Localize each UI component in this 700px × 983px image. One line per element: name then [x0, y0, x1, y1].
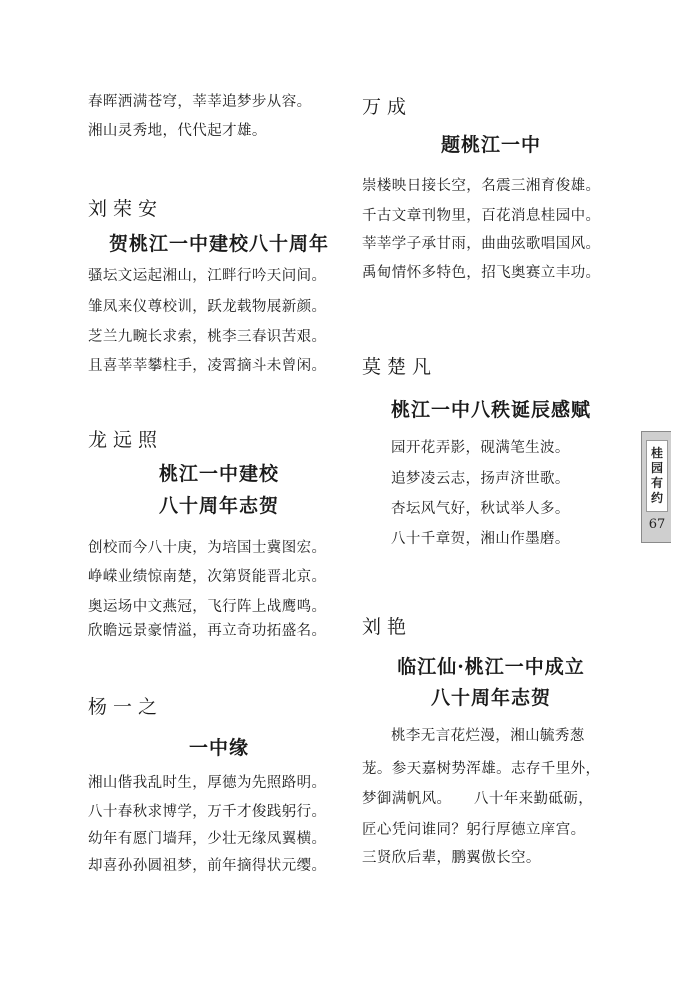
- poem-line: 骚坛文运起湘山，江畔行吟天问间。: [88, 268, 327, 284]
- poem-line: 桃李无言花烂漫，湘山毓秀葱: [391, 728, 585, 744]
- poem-line: 却喜孙孙圆祖梦，前年摘得状元缨。: [88, 858, 327, 874]
- poem-author: 龙远照: [88, 429, 164, 451]
- poem-line: 湘山灵秀地，代代起才雄。: [88, 123, 267, 139]
- poem-line: 三贤欣后辈，鹏翼傲长空。: [362, 850, 541, 866]
- poem-line: 芝兰九畹长求索，桃李三春识苦艰。: [88, 329, 327, 345]
- poem-line: 湘山偕我乱时生，厚德为先照路明。: [88, 775, 327, 791]
- poem-line: 八十春秋求博学，万千才俊践躬行。: [88, 804, 327, 820]
- poem-line: 崇楼映日接长空，名震三湘育俊雄。: [362, 178, 601, 194]
- poem-line: 莘莘学子承甘雨，曲曲弦歌唱国风。: [362, 236, 601, 252]
- poem-title: 一中缘: [188, 737, 249, 759]
- tab-label-char: 约: [650, 491, 663, 505]
- poem-author: 万成: [362, 96, 413, 118]
- tab-label-char: 有: [650, 476, 663, 490]
- poem-title: 桃江一中八秩诞辰感赋: [390, 399, 591, 421]
- poem-line: 春晖洒满苍穹，莘莘追梦步从容。: [88, 94, 312, 110]
- poem-line: 园开花弄影，砚满笔生波。: [391, 440, 570, 456]
- poem-line: 八十千章贺，湘山作墨磨。: [391, 531, 570, 547]
- poem-line: 且喜莘莘攀柱手，凌霄摘斗未曾闲。: [88, 358, 327, 374]
- poem-line: 追梦凌云志，扬声济世歌。: [391, 471, 570, 487]
- poem-title: 临江仙·桃江一中成立: [397, 656, 585, 678]
- poem-line: 千古文章刊物里，百花消息桂园中。: [362, 208, 601, 224]
- section-tab-label: [646, 440, 668, 512]
- page-number: 67: [648, 517, 666, 532]
- poem-title: 八十周年志贺: [430, 687, 551, 709]
- poem-line: 匠心凭问谁同？躬行厚德立庠宫。: [362, 822, 586, 838]
- section-tab: [641, 431, 671, 543]
- poem-line: 奥运场中文燕冠，飞行阵上战鹰鸣。: [88, 599, 327, 615]
- poem-author: 刘艳: [362, 616, 413, 638]
- poem-line: 欣瞻远景豪情溢，再立奇功拓盛名。: [88, 623, 327, 639]
- poem-title: 贺桃江一中建校八十周年: [108, 233, 329, 255]
- tab-label-char: 园: [650, 461, 663, 475]
- poem-line: 幼年有愿门墙拜，少壮无缘凤翼横。: [88, 831, 327, 847]
- poem-author: 杨一之: [88, 696, 164, 718]
- poem-line: 梦御满帆风。 八十年来勤砥砺，: [362, 791, 594, 807]
- tab-label-char: 桂: [650, 446, 663, 460]
- poem-author: 刘荣安: [88, 198, 164, 220]
- poem-line: 杏坛风气好，秋试举人多。: [391, 501, 570, 517]
- poem-line: 茏。参天嘉树势浑雄。志存千里外，: [362, 761, 601, 777]
- poem-author: 莫楚凡: [362, 356, 438, 378]
- poem-title: 桃江一中建校: [158, 463, 279, 485]
- poem-line: 雏凤来仪尊校训，跃龙载物展新颜。: [88, 299, 327, 315]
- poem-line: 峥嵘业绩惊南楚，次第贤能晋北京。: [88, 569, 327, 585]
- poem-line: 禹甸情怀多特色，招飞奥赛立丰功。: [362, 265, 601, 281]
- poem-title: 题桃江一中: [440, 134, 541, 156]
- poem-title: 八十周年志贺: [158, 495, 279, 517]
- poem-line: 创校而今八十庚，为培国士冀图宏。: [88, 540, 327, 556]
